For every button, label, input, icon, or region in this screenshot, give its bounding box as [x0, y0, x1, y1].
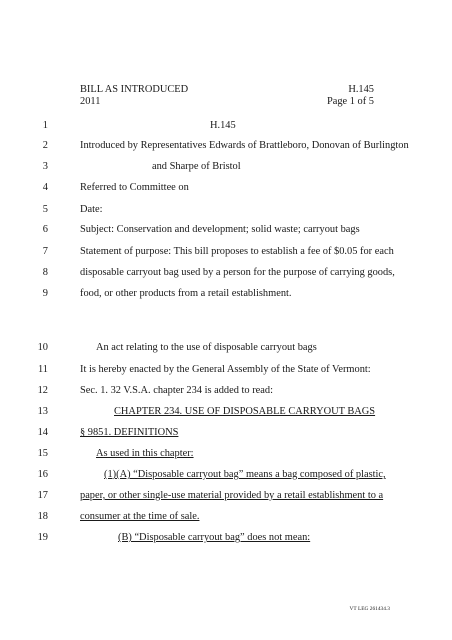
line-text: Sec. 1. 32 V.S.A. chapter 234 is added to read:	[80, 385, 273, 396]
line-text: Subject: Conservation and development; solid waste; carryout bags	[80, 224, 360, 235]
bill-line	[0, 341, 452, 355]
line-number: 7	[42, 246, 48, 257]
bill-title-number: H.145	[210, 120, 236, 131]
line-number: 3	[42, 161, 48, 172]
bill-line	[0, 384, 452, 398]
line-number: 11	[37, 364, 48, 375]
line-number: 12	[37, 385, 48, 396]
bill-line	[0, 203, 452, 217]
line-text: (1)(A) “Disposable carryout bag” means a bag composed of plastic,	[104, 469, 386, 480]
chapter-heading: CHAPTER 234. USE OF DISPOSABLE CARRYOUT BAGS	[114, 406, 376, 417]
bill-line	[0, 160, 452, 174]
line-number: 18	[37, 511, 48, 522]
bill-line	[0, 181, 452, 195]
line-number: 2	[42, 140, 48, 151]
line-text: disposable carryout bag used by a person for the purpose of carrying goods,	[80, 267, 395, 278]
bill-line	[0, 447, 452, 461]
section-heading: § 9851. DEFINITIONS	[80, 427, 179, 438]
bill-line	[0, 489, 452, 503]
line-number: 15	[37, 448, 48, 459]
line-number: 19	[37, 532, 48, 543]
line-number: 14	[37, 427, 48, 438]
bill-line	[0, 468, 452, 482]
line-text: Referred to Committee on	[80, 182, 189, 193]
line-text: paper, or other single-use material provided by a retail establishment to a	[80, 490, 384, 501]
act-title: An act relating to the use of disposable carryout bags	[96, 342, 317, 353]
bill-line	[0, 287, 452, 301]
line-number: 1	[42, 120, 48, 131]
bill-line	[0, 223, 452, 237]
line-text: consumer at the time of sale.	[80, 511, 200, 522]
line-number: 16	[37, 469, 48, 480]
line-number: 6	[42, 224, 48, 235]
bill-line	[0, 363, 452, 377]
line-number: 5	[42, 204, 48, 215]
line-text: and Sharpe of Bristol	[152, 161, 241, 172]
line-number: 13	[37, 406, 48, 417]
page-info: Page 1 of 5	[326, 96, 374, 107]
line-number: 10	[37, 342, 48, 353]
bill-line	[0, 510, 452, 524]
legislative-counsel-code: VT LEG 261434.3	[349, 606, 390, 612]
line-number: 8	[42, 267, 48, 278]
bill-line	[0, 426, 452, 440]
line-number: 17	[37, 490, 48, 501]
line-text: Statement of purpose: This bill proposes to establish a fee of $0.05 for each	[80, 246, 394, 257]
line-number: 4	[42, 182, 48, 193]
bill-line	[0, 531, 452, 545]
line-text: Date:	[80, 204, 103, 215]
bill-number: H.145	[348, 84, 374, 95]
bill-line	[0, 119, 452, 133]
bill-line	[0, 405, 452, 419]
bill-status: BILL AS INTRODUCED	[80, 84, 189, 95]
bill-year: 2011	[80, 96, 101, 107]
bill-line	[0, 245, 452, 259]
line-text: As used in this chapter:	[96, 448, 194, 459]
line-text: Introduced by Representatives Edwards of Brattleboro, Donovan of Burlington	[80, 140, 409, 151]
line-number: 9	[42, 288, 48, 299]
line-text: food, or other products from a retail establishment.	[80, 288, 292, 299]
bill-line	[0, 266, 452, 280]
line-text: (B) “Disposable carryout bag” does not mean:	[118, 532, 311, 543]
bill-line	[0, 139, 452, 153]
line-text: It is hereby enacted by the General Assembly of the State of Vermont:	[80, 364, 371, 375]
